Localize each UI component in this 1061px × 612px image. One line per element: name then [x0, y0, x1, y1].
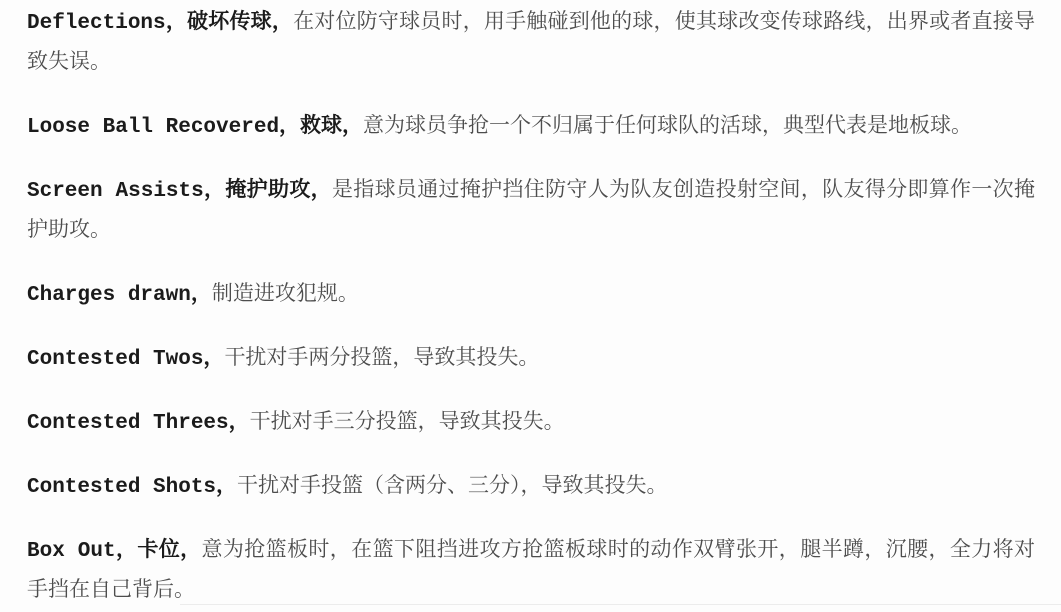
- term-text: Contested Threes，: [27, 412, 250, 435]
- definition-text: 意为抢篮板时，在篮下阻挡进攻方抢篮板球时的动作双臂张开，腿半蹲，沉腰，全力将对手挡在自己背后。: [27, 540, 1036, 603]
- term-text: Charges drawn，: [27, 284, 212, 307]
- glossary-entry: [27, 108, 1035, 148]
- term-text: Screen Assists，掩护助攻，: [27, 180, 332, 203]
- page-bottom-divider: [180, 604, 1061, 605]
- definition-text: 干扰对手三分投篮，导致其投失。: [249, 412, 565, 435]
- term-text: Contested Twos，: [27, 348, 225, 371]
- term-text: Loose Ball Recovered，救球，: [27, 116, 364, 139]
- glossary-entry: [27, 172, 1035, 252]
- definition-text: 干扰对手两分投篮，导致其投失。: [224, 348, 540, 371]
- glossary-entry: [27, 276, 1035, 316]
- glossary-entry: [27, 340, 1035, 380]
- term-text: Contested Shots，: [27, 476, 238, 499]
- definition-text: 在对位防守球员时，用手触碰到他的球，使其球改变传球路线，出界或者直接导致失误。: [27, 12, 1036, 75]
- definition-text: 是指球员通过掩护挡住防守人为队友创造投射空间，队友得分即算作一次掩护助攻。: [27, 180, 1036, 243]
- definition-text: 意为球员争抢一个不归属于任何球队的活球，典型代表是地板球。: [363, 116, 973, 139]
- glossary-entry: [27, 532, 1035, 612]
- glossary-entry: [27, 404, 1035, 444]
- definition-text: 制造进攻犯规。: [211, 284, 359, 307]
- glossary-entry: [27, 4, 1035, 84]
- glossary-list: [27, 4, 1035, 612]
- term-text: Deflections，破坏传球，: [27, 12, 294, 35]
- definition-text: 干扰对手投篮（含两分、三分），导致其投失。: [237, 476, 668, 499]
- term-text: Box Out，卡位，: [27, 540, 202, 563]
- glossary-entry: [27, 468, 1035, 508]
